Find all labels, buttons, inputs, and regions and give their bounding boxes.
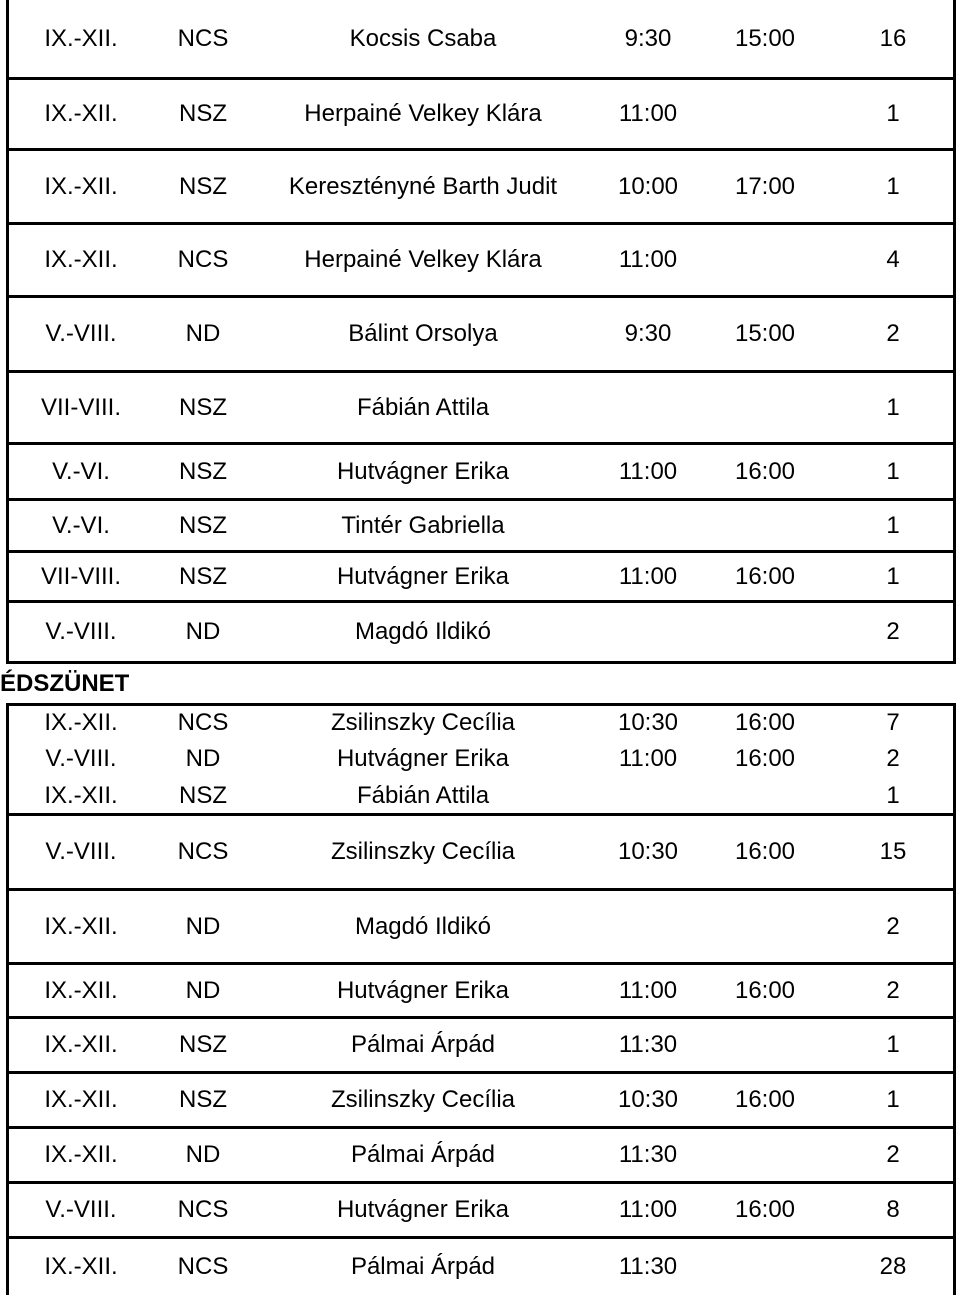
table-row — [6, 77, 956, 148]
cell-grade: VII-VIII. — [40, 562, 121, 590]
table-row — [6, 295, 956, 370]
cell-count: 2 — [886, 618, 900, 645]
cell-name: Zsilinszky Cecília — [330, 1086, 516, 1113]
table-row — [6, 1016, 956, 1071]
cell-name: Pálmai Árpád — [350, 1141, 496, 1168]
cell-end — [703, 80, 827, 148]
cell-grade: V.-VIII. — [45, 745, 117, 772]
cell-end — [703, 891, 827, 962]
cell-name: Pálmai Árpád — [350, 1253, 496, 1280]
cell-count: 8 — [886, 1196, 900, 1223]
cell-count: 28 — [879, 1253, 907, 1280]
cell-name: Zsilinszky Cecília — [330, 709, 516, 736]
cell-count: 7 — [886, 709, 900, 736]
cell-grade: IX.-XII. — [44, 246, 118, 273]
cell-cat: NSZ — [179, 393, 227, 421]
cell-end: 16:00 — [734, 745, 796, 772]
cell-cat: NSZ — [179, 562, 227, 590]
cell-end: 17:00 — [734, 172, 796, 200]
cell-name: Hutvágner Erika — [336, 976, 510, 1004]
cell-end — [703, 373, 827, 442]
table-row — [6, 813, 956, 888]
cell-name: Fábián Attila — [356, 393, 490, 421]
cell-count: 15 — [879, 838, 907, 865]
table-row — [6, 962, 956, 1016]
cell-end: 16:00 — [734, 562, 796, 590]
cell-name: Hutvágner Erika — [336, 562, 510, 590]
cell-start — [593, 778, 703, 813]
cell-start: 11:00 — [618, 745, 678, 772]
cell-end — [703, 1019, 827, 1071]
cell-grade: IX.-XII. — [44, 1253, 118, 1280]
cell-start — [593, 891, 703, 962]
cell-end: 16:00 — [734, 1196, 796, 1223]
cell-cat: NSZ — [179, 781, 227, 809]
cell-count: 2 — [886, 320, 900, 347]
cell-count: 1 — [886, 393, 900, 421]
table-row — [6, 148, 956, 222]
cell-end: 16:00 — [734, 1086, 796, 1113]
cell-end: 16:00 — [734, 976, 796, 1004]
cell-name: Bálint Orsolya — [348, 320, 498, 347]
cell-end — [703, 1129, 827, 1181]
cell-name: Hutvágner Erika — [336, 745, 510, 772]
cell-grade: IX.-XII. — [44, 1141, 118, 1168]
cell-start: 11:00 — [618, 457, 678, 485]
cell-end — [703, 501, 827, 550]
cell-name: Herpainé Velkey Klára — [304, 246, 542, 273]
cell-cat: NCS — [177, 246, 229, 273]
table-row — [6, 498, 956, 550]
table-row — [6, 1126, 956, 1181]
cell-count: 1 — [886, 172, 900, 200]
cell-end — [703, 1239, 827, 1295]
cell-start: 11:30 — [618, 1141, 678, 1168]
cell-cat: NCS — [177, 1196, 229, 1223]
cell-count: 4 — [886, 246, 900, 273]
cell-grade: VII-VIII. — [40, 393, 121, 421]
cell-cat: ND — [185, 320, 221, 347]
cell-start: 10:30 — [617, 1086, 679, 1113]
cell-name: Pálmai Árpád — [350, 1031, 496, 1058]
cell-cat: NSZ — [179, 1086, 227, 1113]
cell-cat: ND — [185, 618, 221, 645]
cell-cat: ND — [185, 1141, 221, 1168]
cell-count: 2 — [886, 745, 900, 772]
cell-grade: IX.-XII. — [44, 709, 118, 736]
cell-cat: NCS — [177, 709, 229, 736]
cell-cat: NCS — [177, 1253, 229, 1280]
cell-grade: V.-VIII. — [45, 838, 117, 865]
cell-name: Zsilinszky Cecília — [330, 838, 516, 865]
cell-end: 16:00 — [734, 838, 796, 865]
table-row — [6, 1181, 956, 1236]
cell-cat: NSZ — [179, 100, 227, 127]
table-row — [6, 222, 956, 295]
cell-count: 1 — [886, 1086, 900, 1113]
cell-count: 1 — [886, 562, 900, 590]
cell-end — [703, 225, 827, 295]
cell-start — [593, 373, 703, 442]
cell-start: 10:30 — [617, 838, 679, 865]
cell-grade: V.-VIII. — [45, 1196, 117, 1223]
cell-count: 1 — [886, 457, 900, 485]
cell-end — [703, 778, 827, 813]
table-row — [6, 550, 956, 600]
cell-grade: V.-VI. — [52, 511, 110, 539]
cell-start — [593, 603, 703, 661]
cell-grade: IX.-XII. — [44, 100, 118, 127]
cell-cat: ND — [185, 976, 221, 1004]
cell-start — [593, 501, 703, 550]
cell-name: Herpainé Velkey Klára — [304, 100, 542, 127]
cell-name: Hutvágner Erika — [336, 1196, 510, 1223]
cell-end: 15:00 — [734, 320, 796, 347]
table-row — [6, 778, 956, 813]
cell-start: 9:30 — [624, 320, 672, 347]
cell-cat: NCS — [177, 24, 229, 52]
cell-grade: IX.-XII. — [44, 976, 118, 1004]
cell-grade: V.-VIII. — [45, 618, 117, 645]
cell-start: 10:00 — [617, 172, 679, 200]
cell-name: Fábián Attila — [356, 781, 490, 809]
table-row — [6, 1071, 956, 1126]
cell-end: 15:00 — [734, 24, 796, 52]
cell-cat: ND — [185, 912, 221, 940]
cell-count: 2 — [886, 1141, 900, 1168]
cell-start: 11:00 — [618, 1196, 678, 1223]
cell-start: 11:00 — [618, 100, 678, 127]
cell-start: 10:30 — [617, 709, 679, 736]
cell-count: 1 — [886, 781, 900, 809]
cell-name: Kocsis Csaba — [349, 24, 497, 52]
cell-count: 1 — [886, 511, 900, 539]
table-row — [6, 1236, 956, 1295]
cell-cat: NSZ — [179, 511, 227, 539]
cell-start: 11:30 — [618, 1031, 678, 1058]
table-row — [6, 442, 956, 498]
cell-count: 1 — [886, 100, 900, 127]
cell-name: Magdó Ildikó — [354, 618, 492, 645]
cell-grade: V.-VIII. — [45, 320, 117, 347]
cell-count: 2 — [886, 912, 900, 940]
cell-grade: IX.-XII. — [44, 1031, 118, 1058]
cell-start: 11:00 — [618, 562, 678, 590]
cell-end: 16:00 — [734, 457, 796, 485]
cell-name: Hutvágner Erika — [336, 457, 510, 485]
cell-name: Tintér Gabriella — [341, 511, 505, 539]
table-row — [6, 740, 956, 778]
cell-end — [703, 603, 827, 661]
cell-count: 2 — [886, 976, 900, 1004]
cell-grade: V.-VI. — [52, 457, 110, 485]
lunch-break-label: ÉDSZÜNET — [0, 669, 130, 697]
cell-start: 11:30 — [618, 1253, 678, 1280]
table-row — [6, 703, 956, 740]
cell-grade: IX.-XII. — [44, 912, 118, 940]
cell-cat: NSZ — [179, 457, 227, 485]
cell-start: 11:00 — [618, 976, 678, 1004]
cell-cat: NSZ — [179, 172, 227, 200]
cell-grade: IX.-XII. — [44, 1086, 118, 1113]
table-row — [6, 600, 956, 664]
cell-count: 16 — [879, 24, 907, 52]
cell-cat: NSZ — [179, 1031, 227, 1058]
cell-grade: IX.-XII. — [44, 781, 118, 809]
cell-end: 16:00 — [734, 709, 796, 736]
cell-name: Magdó Ildikó — [354, 912, 492, 940]
cell-count: 1 — [886, 1031, 900, 1058]
cell-cat: NCS — [177, 838, 229, 865]
cell-cat: ND — [185, 745, 221, 772]
cell-grade: IX.-XII. — [44, 24, 118, 52]
table-row — [6, 888, 956, 962]
lunch-break-row — [0, 664, 960, 703]
table-row — [6, 370, 956, 442]
cell-name: Keresztényné Barth Judit — [288, 172, 558, 200]
cell-start: 9:30 — [624, 24, 672, 52]
table-row — [6, 0, 956, 77]
cell-grade: IX.-XII. — [44, 172, 118, 200]
cell-start: 11:00 — [618, 246, 678, 273]
